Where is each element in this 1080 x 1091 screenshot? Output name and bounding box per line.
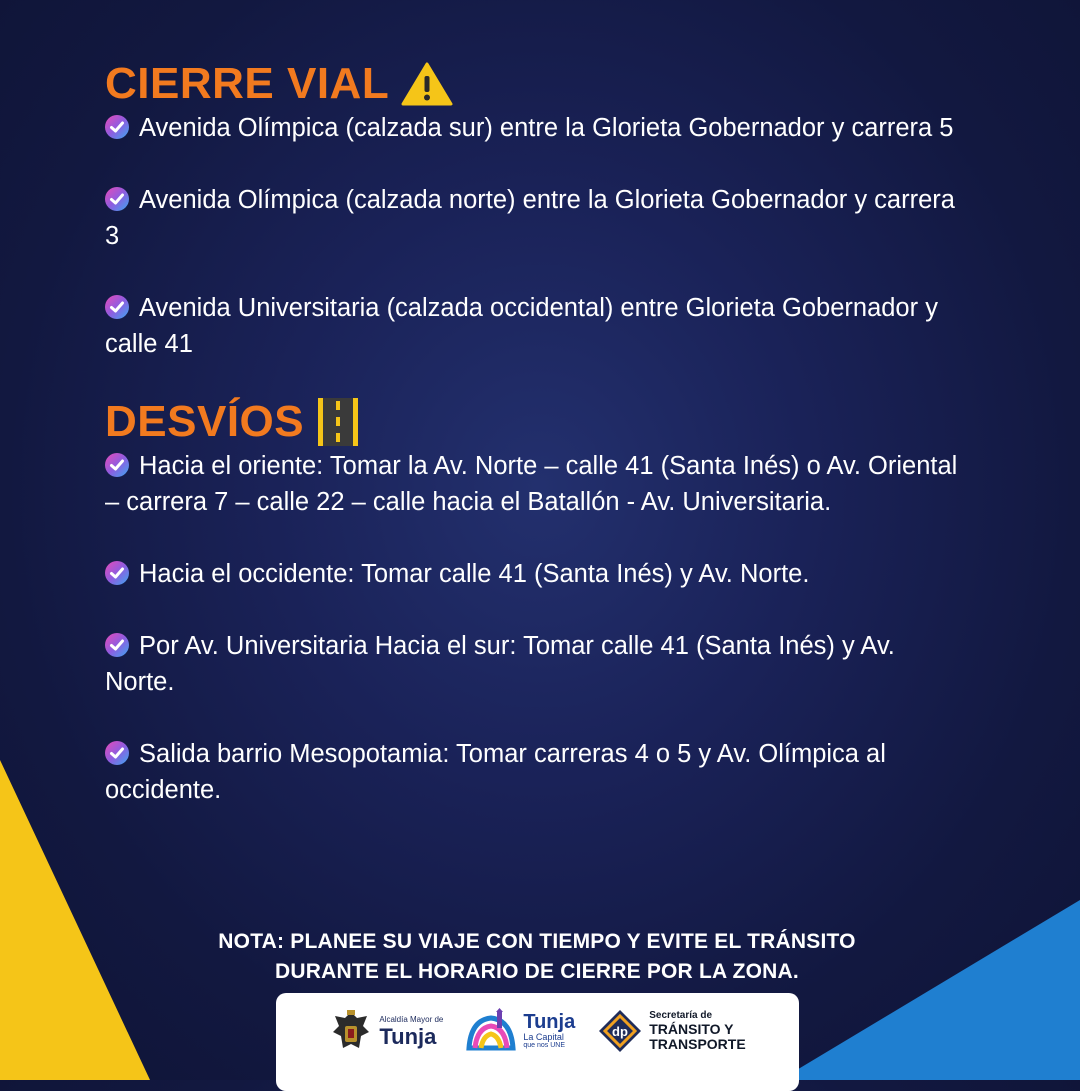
check-icon	[105, 741, 129, 765]
nota-line-2: DURANTE EL HORARIO DE CIERRE POR LA ZONA.	[275, 960, 799, 983]
desvios-list	[105, 448, 1005, 808]
alcaldia-small-text: Alcaldía Mayor de	[379, 1015, 444, 1024]
list-item: Por Av. Universitaria Hacia el sur: Tomar calle 41 (Santa Inés) y Av. Norte.	[105, 632, 895, 696]
warning-icon	[401, 61, 453, 107]
tunja-big-text: Tunja	[523, 1011, 576, 1033]
check-icon	[105, 295, 129, 319]
list-item: Avenida Olímpica (calzada sur) entre la Glorieta Gobernador y carrera 5	[105, 110, 1005, 146]
tunja-small-text-2: que nos UNE	[523, 1042, 565, 1049]
yellow-corner-shape	[0, 760, 150, 1080]
alcaldia-big-text: Tunja	[379, 1024, 437, 1049]
cierre-list	[105, 110, 1005, 362]
tunja-colorful-icon	[465, 1008, 517, 1054]
list-item: Avenida Universitaria (calzada occidental) entre Glorieta Gobernador y calle 41	[105, 294, 938, 358]
check-icon	[105, 561, 129, 585]
nota-text	[0, 927, 1074, 987]
secretaria-line-2: TRÁNSITO Y	[649, 1021, 734, 1037]
secretaria-line-3: TRANSPORTE	[649, 1036, 746, 1052]
cierre-vial-heading	[105, 58, 1005, 110]
alcaldia-logo	[329, 1008, 443, 1056]
list-item: Avenida Olímpica (calzada norte) entre la Glorieta Gobernador y carrera 3	[105, 186, 955, 250]
coat-of-arms-icon	[329, 1008, 373, 1056]
tunja-small-text: La Capital	[523, 1032, 564, 1042]
nota-line-1: NOTA: PLANEE SU VIAJE CON TIEMPO Y EVITE EL TRÁNSITO	[218, 930, 856, 953]
list-item: Salida barrio Mesopotamia: Tomar carreras 4 o 5 y Av. Olímpica al occidente.	[105, 740, 886, 804]
main-content	[105, 58, 1005, 808]
list-item: Hacia el occidente: Tomar calle 41 (Santa Inés) y Av. Norte.	[105, 556, 1005, 592]
svg-text:dp: dp	[612, 1024, 629, 1039]
logo-bar	[276, 993, 799, 1091]
check-icon	[105, 633, 129, 657]
secretaria-diamond-icon	[597, 1008, 643, 1054]
check-icon	[105, 115, 129, 139]
list-item: Hacia el oriente: Tomar la Av. Norte – calle 41 (Santa Inés) o Av. Oriental – carrera 7 – calle 22 – calle hacia el Batallón - Av. Universitaria.	[105, 452, 958, 516]
secretaria-logo	[597, 1008, 745, 1054]
check-icon	[105, 453, 129, 477]
check-icon	[105, 187, 129, 211]
tunja-capital-logo	[465, 1008, 575, 1054]
desvios-heading	[105, 396, 1005, 448]
cierre-vial-title: CIERRE VIAL	[105, 59, 390, 108]
desvios-title: DESVÍOS	[105, 397, 305, 446]
road-icon	[316, 396, 360, 448]
secretaria-line-1: Secretaría de	[649, 1010, 713, 1021]
